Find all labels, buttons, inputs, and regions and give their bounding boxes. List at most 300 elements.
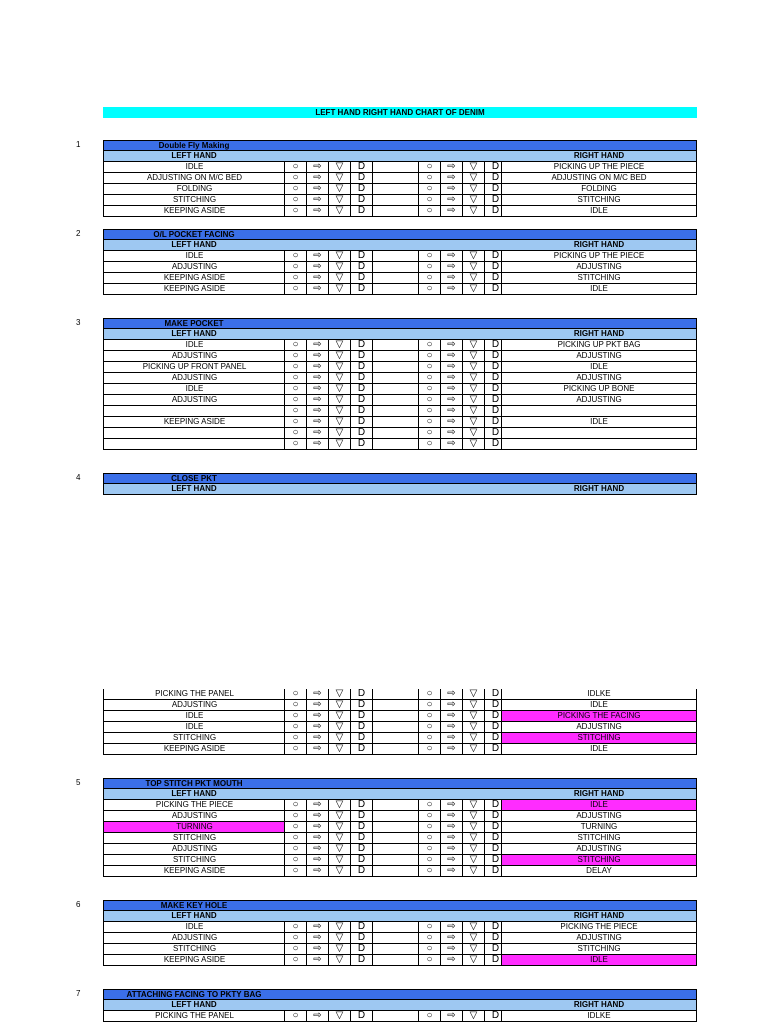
symbol-cell: ▽ (328, 262, 350, 273)
symbol-cell: ▽ (462, 262, 484, 273)
symbol-cell: ○ (418, 262, 440, 273)
symbol-cell: ▽ (328, 195, 350, 206)
symbol-cell: ▽ (462, 173, 484, 184)
symbol-cell: ▽ (462, 273, 484, 284)
symbol-cell: ○ (418, 173, 440, 184)
right-hand-action (501, 439, 697, 450)
symbol-cell: ▽ (328, 439, 350, 450)
symbol-cell: ⇨ (440, 373, 462, 384)
symbol-cell: ▽ (462, 700, 484, 711)
symbol-cell: ○ (418, 406, 440, 417)
table-row (103, 417, 697, 428)
symbol-cell: ○ (418, 944, 440, 955)
right-hand-action: STITCHING (501, 944, 697, 955)
symbol-cell: ⇨ (306, 340, 328, 351)
symbol-cell: ⇨ (306, 800, 328, 811)
symbol-cell: ⇨ (440, 844, 462, 855)
symbol-cell: D (350, 373, 372, 384)
symbol-cell: D (484, 833, 506, 844)
symbol-cell: ○ (418, 744, 440, 755)
left-hand-action: KEEPING ASIDE (103, 744, 285, 755)
right-hand-header: RIGHT HAND (573, 151, 625, 160)
symbol-cell: ○ (418, 273, 440, 284)
symbol-cell: ○ (418, 733, 440, 744)
symbol-cell: ○ (284, 822, 306, 833)
symbol-cell: ○ (284, 262, 306, 273)
symbol-cell: D (484, 406, 506, 417)
spacer-cell (372, 262, 422, 273)
section-table (103, 229, 697, 295)
table-row (103, 922, 697, 933)
right-hand-action: IDLKE (501, 689, 697, 700)
symbol-cell: ⇨ (306, 439, 328, 450)
symbol-cell: ⇨ (440, 711, 462, 722)
section-table (103, 900, 697, 966)
symbol-cell: ⇨ (306, 844, 328, 855)
symbol-cell: D (484, 251, 506, 262)
symbol-cell: ⇨ (440, 206, 462, 217)
symbol-cell: ⇨ (440, 195, 462, 206)
left-hand-action: FOLDING (103, 184, 285, 195)
spacer-cell (372, 173, 422, 184)
symbol-cell: ○ (284, 340, 306, 351)
right-hand-action: PICKING UP PKT BAG (501, 340, 697, 351)
spacer-cell (372, 428, 422, 439)
symbol-cell: ▽ (462, 162, 484, 173)
section-name: TOP STITCH PKT MOUTH (145, 779, 243, 788)
symbol-cell: D (484, 284, 506, 295)
symbol-cell: ▽ (328, 689, 350, 700)
symbol-cell: ⇨ (440, 1011, 462, 1022)
symbol-cell: ⇨ (306, 373, 328, 384)
right-hand-action: ADJUSTING (501, 844, 697, 855)
symbol-cell: ⇨ (306, 417, 328, 428)
section-header (103, 778, 697, 789)
symbol-cell: D (350, 362, 372, 373)
section-name: CLOSE PKT (171, 474, 217, 483)
section-table (103, 140, 697, 217)
symbol-cell: ▽ (328, 284, 350, 295)
symbol-cell: D (350, 855, 372, 866)
symbol-cell: D (350, 406, 372, 417)
right-hand-header: RIGHT HAND (573, 911, 625, 920)
symbol-cell: ⇨ (306, 833, 328, 844)
symbol-cell: ⇨ (306, 744, 328, 755)
spacer-cell (372, 933, 422, 944)
symbol-cell: D (484, 340, 506, 351)
symbol-cell: ▽ (328, 251, 350, 262)
symbol-cell: D (350, 262, 372, 273)
symbol-cell: ▽ (462, 362, 484, 373)
symbol-cell: D (484, 373, 506, 384)
section-number: 3 (76, 318, 81, 327)
symbol-cell: ▽ (328, 711, 350, 722)
section-header (103, 140, 697, 151)
symbol-cell: ○ (418, 195, 440, 206)
section-name: Double Fly Making (158, 141, 230, 150)
symbol-cell: D (350, 173, 372, 184)
spacer-cell (372, 722, 422, 733)
table-row (103, 351, 697, 362)
symbol-cell: ⇨ (440, 406, 462, 417)
symbol-cell: ▽ (462, 284, 484, 295)
section-number: 6 (76, 900, 81, 909)
spacer-cell (372, 866, 422, 877)
spacer-cell (372, 395, 422, 406)
symbol-cell: ⇨ (306, 1011, 328, 1022)
spacer-cell (372, 811, 422, 822)
hand-header (103, 911, 697, 922)
symbol-cell: ○ (284, 733, 306, 744)
left-hand-action: KEEPING ASIDE (103, 284, 285, 295)
symbol-cell: ○ (418, 800, 440, 811)
symbol-cell: D (350, 439, 372, 450)
symbol-cell: ○ (418, 700, 440, 711)
symbol-cell: ⇨ (440, 395, 462, 406)
symbol-cell: ○ (284, 744, 306, 755)
symbol-cell: D (484, 395, 506, 406)
left-hand-action: STITCHING (103, 944, 285, 955)
right-hand-action: PICKING UP THE PIECE (501, 162, 697, 173)
symbol-cell: ⇨ (306, 362, 328, 373)
symbol-cell: D (484, 173, 506, 184)
right-hand-action: IDLE (501, 700, 697, 711)
symbol-cell: ▽ (462, 711, 484, 722)
symbol-cell: ⇨ (440, 822, 462, 833)
symbol-cell: ⇨ (440, 184, 462, 195)
left-hand-action: ADJUSTING (103, 395, 285, 406)
symbol-cell: ⇨ (306, 866, 328, 877)
right-hand-action: ADJUSTING (501, 395, 697, 406)
symbol-cell: ○ (284, 417, 306, 428)
right-hand-header: RIGHT HAND (573, 329, 625, 338)
left-hand-header: LEFT HAND (171, 789, 217, 798)
symbol-cell: ⇨ (440, 700, 462, 711)
symbol-cell: D (484, 933, 506, 944)
spacer-cell (372, 700, 422, 711)
symbol-cell: ▽ (328, 206, 350, 217)
symbol-cell: ⇨ (440, 722, 462, 733)
table-row (103, 284, 697, 295)
section-table (103, 318, 697, 450)
symbol-cell: D (350, 384, 372, 395)
symbol-cell: ▽ (328, 822, 350, 833)
symbol-cell: ⇨ (440, 284, 462, 295)
symbol-cell: ⇨ (440, 428, 462, 439)
right-hand-action: STITCHING (501, 195, 697, 206)
table-row (103, 173, 697, 184)
symbol-cell: ⇨ (440, 800, 462, 811)
section-header (103, 473, 697, 484)
symbol-cell: ○ (418, 251, 440, 262)
right-hand-action: IDLE (501, 362, 697, 373)
left-hand-action: IDLE (103, 384, 285, 395)
symbol-cell: ○ (418, 689, 440, 700)
symbol-cell: ⇨ (306, 384, 328, 395)
right-hand-header: RIGHT HAND (573, 789, 625, 798)
left-hand-action: IDLE (103, 251, 285, 262)
spacer-cell (372, 922, 422, 933)
table-row (103, 955, 697, 966)
symbol-cell: ⇨ (306, 722, 328, 733)
symbol-cell: D (484, 689, 506, 700)
symbol-cell: ▽ (462, 855, 484, 866)
spacer-cell (372, 273, 422, 284)
left-hand-action: KEEPING ASIDE (103, 417, 285, 428)
symbol-cell: ○ (284, 711, 306, 722)
symbol-cell: ▽ (462, 689, 484, 700)
symbol-cell: ⇨ (306, 700, 328, 711)
hand-header (103, 484, 697, 495)
table-row (103, 206, 697, 217)
symbol-cell: ▽ (328, 866, 350, 877)
symbol-cell: D (484, 922, 506, 933)
symbol-cell: ▽ (462, 184, 484, 195)
right-hand-action: ADJUSTING (501, 722, 697, 733)
spacer-cell (372, 284, 422, 295)
symbol-cell: ○ (284, 922, 306, 933)
symbol-cell: D (350, 417, 372, 428)
right-hand-action: IDLE (501, 206, 697, 217)
symbol-cell: D (350, 351, 372, 362)
symbol-cell: ⇨ (440, 340, 462, 351)
left-hand-action: STITCHING (103, 855, 285, 866)
symbol-cell: ⇨ (306, 251, 328, 262)
symbol-cell: D (484, 800, 506, 811)
table-row (103, 406, 697, 417)
left-hand-header: LEFT HAND (171, 1000, 217, 1009)
section-number: 1 (76, 140, 81, 149)
right-hand-action: ADJUSTING ON M/C BED (501, 173, 697, 184)
spacer-cell (372, 439, 422, 450)
symbol-cell: ▽ (328, 395, 350, 406)
symbol-cell: ⇨ (306, 428, 328, 439)
symbol-cell: ○ (418, 933, 440, 944)
symbol-cell: D (350, 711, 372, 722)
symbol-cell: ○ (418, 395, 440, 406)
symbol-cell: D (350, 428, 372, 439)
left-hand-action: IDLE (103, 711, 285, 722)
table-row (103, 262, 697, 273)
symbol-cell: ○ (284, 273, 306, 284)
chart-title: LEFT HAND RIGHT HAND CHART OF DENIM (103, 107, 697, 118)
symbol-cell: D (484, 351, 506, 362)
symbol-cell: ▽ (462, 206, 484, 217)
symbol-cell: ▽ (462, 722, 484, 733)
symbol-cell: ○ (418, 351, 440, 362)
symbol-cell: ▽ (328, 733, 350, 744)
symbol-cell: ○ (284, 866, 306, 877)
spacer-cell (372, 1011, 422, 1022)
symbol-cell: D (484, 162, 506, 173)
spacer-cell (372, 855, 422, 866)
section-header (103, 989, 697, 1000)
spacer-cell (372, 833, 422, 844)
symbol-cell: D (484, 384, 506, 395)
section-name: ATTACHING FACING TO PKTY BAG (126, 990, 262, 999)
symbol-cell: ○ (284, 251, 306, 262)
symbol-cell: D (484, 184, 506, 195)
symbol-cell: ▽ (328, 362, 350, 373)
symbol-cell: D (484, 733, 506, 744)
left-hand-action: ADJUSTING (103, 262, 285, 273)
symbol-cell: D (350, 251, 372, 262)
symbol-cell: ▽ (462, 866, 484, 877)
symbol-cell: ▽ (462, 833, 484, 844)
section-number: 2 (76, 229, 81, 238)
right-hand-action: FOLDING (501, 184, 697, 195)
symbol-cell: ○ (284, 362, 306, 373)
table-row (103, 722, 697, 733)
symbol-cell: ⇨ (306, 284, 328, 295)
spacer-cell (372, 689, 422, 700)
table-row (103, 184, 697, 195)
symbol-cell: ○ (284, 855, 306, 866)
symbol-cell: ⇨ (440, 955, 462, 966)
spacer-cell (372, 351, 422, 362)
left-hand-action: KEEPING ASIDE (103, 273, 285, 284)
left-hand-header: LEFT HAND (171, 240, 217, 249)
section-number: 7 (76, 989, 81, 998)
left-hand-action: ADJUSTING (103, 844, 285, 855)
symbol-cell: D (484, 855, 506, 866)
right-hand-action: DELAY (501, 866, 697, 877)
symbol-cell: ▽ (328, 811, 350, 822)
spacer-cell (372, 944, 422, 955)
symbol-cell: ▽ (328, 384, 350, 395)
symbol-cell: ▽ (328, 855, 350, 866)
symbol-cell: ⇨ (440, 384, 462, 395)
symbol-cell: ▽ (328, 722, 350, 733)
section-header (103, 900, 697, 911)
symbol-cell: ○ (418, 373, 440, 384)
symbol-cell: ▽ (328, 944, 350, 955)
left-hand-action: STITCHING (103, 195, 285, 206)
left-hand-action: KEEPING ASIDE (103, 206, 285, 217)
symbol-cell: ○ (284, 373, 306, 384)
symbol-cell: D (350, 833, 372, 844)
left-hand-action: PICKING THE PANEL (103, 1011, 285, 1022)
table-row (103, 439, 697, 450)
spacer-cell (372, 822, 422, 833)
symbol-cell: ○ (284, 722, 306, 733)
table-row (103, 1011, 697, 1022)
symbol-cell: ⇨ (306, 933, 328, 944)
symbol-cell: ○ (284, 811, 306, 822)
table-row (103, 362, 697, 373)
symbol-cell: ○ (284, 700, 306, 711)
symbol-cell: ▽ (328, 800, 350, 811)
symbol-cell: D (350, 800, 372, 811)
symbol-cell: ⇨ (306, 395, 328, 406)
symbol-cell: D (350, 955, 372, 966)
symbol-cell: ○ (284, 428, 306, 439)
symbol-cell: ▽ (328, 844, 350, 855)
hand-header (103, 329, 697, 340)
symbol-cell: ⇨ (440, 855, 462, 866)
table-row (103, 373, 697, 384)
spacer-cell (372, 162, 422, 173)
symbol-cell: ○ (284, 1011, 306, 1022)
symbol-cell: ○ (284, 173, 306, 184)
right-hand-action: IDLE (501, 744, 697, 755)
symbol-cell: ○ (284, 162, 306, 173)
symbol-cell: ▽ (462, 395, 484, 406)
symbol-cell: ○ (284, 955, 306, 966)
symbol-cell: ○ (418, 855, 440, 866)
left-hand-action: PICKING THE PIECE (103, 800, 285, 811)
symbol-cell: ⇨ (440, 811, 462, 822)
symbol-cell: ▽ (462, 1011, 484, 1022)
hand-header (103, 151, 697, 162)
symbol-cell: D (484, 722, 506, 733)
symbol-cell: ○ (284, 439, 306, 450)
symbol-cell: D (350, 195, 372, 206)
symbol-cell: D (350, 184, 372, 195)
right-hand-action: ADJUSTING (501, 373, 697, 384)
hand-header (103, 1000, 697, 1011)
symbol-cell: ▽ (462, 822, 484, 833)
symbol-cell: ○ (418, 284, 440, 295)
symbol-cell: ⇨ (440, 744, 462, 755)
spacer-cell (372, 184, 422, 195)
symbol-cell: ○ (418, 811, 440, 822)
symbol-cell: ▽ (462, 955, 484, 966)
right-hand-action: PICKING THE PIECE (501, 922, 697, 933)
left-hand-action: ADJUSTING (103, 933, 285, 944)
symbol-cell: ⇨ (440, 173, 462, 184)
symbol-cell: ▽ (328, 373, 350, 384)
symbol-cell: D (484, 1011, 506, 1022)
section-header (103, 318, 697, 329)
symbol-cell: D (350, 206, 372, 217)
symbol-cell: ▽ (328, 351, 350, 362)
right-hand-action: ADJUSTING (501, 351, 697, 362)
symbol-cell: ▽ (462, 373, 484, 384)
left-hand-header: LEFT HAND (171, 329, 217, 338)
section-header (103, 229, 697, 240)
table-row (103, 251, 697, 262)
symbol-cell: D (484, 844, 506, 855)
section-table (103, 473, 697, 495)
symbol-cell: ⇨ (440, 933, 462, 944)
table-row (103, 384, 697, 395)
symbol-cell: ⇨ (306, 955, 328, 966)
table-row (103, 711, 697, 722)
table-row (103, 822, 697, 833)
symbol-cell: D (350, 700, 372, 711)
symbol-cell: D (350, 1011, 372, 1022)
left-hand-action: STITCHING (103, 733, 285, 744)
symbol-cell: ▽ (462, 800, 484, 811)
table-row (103, 273, 697, 284)
left-hand-action: KEEPING ASIDE (103, 866, 285, 877)
symbol-cell: ○ (284, 195, 306, 206)
symbol-cell: D (484, 195, 506, 206)
symbol-cell: ⇨ (306, 711, 328, 722)
spacer-cell (372, 844, 422, 855)
right-hand-action: STITCHING (501, 273, 697, 284)
symbol-cell: ⇨ (440, 262, 462, 273)
symbol-cell: ▽ (328, 833, 350, 844)
symbol-cell: D (484, 866, 506, 877)
symbol-cell: ▽ (462, 195, 484, 206)
symbol-cell: ⇨ (440, 439, 462, 450)
right-hand-action: IDLKE (501, 1011, 697, 1022)
symbol-cell: ⇨ (440, 833, 462, 844)
spacer-cell (372, 800, 422, 811)
symbol-cell: ○ (284, 833, 306, 844)
